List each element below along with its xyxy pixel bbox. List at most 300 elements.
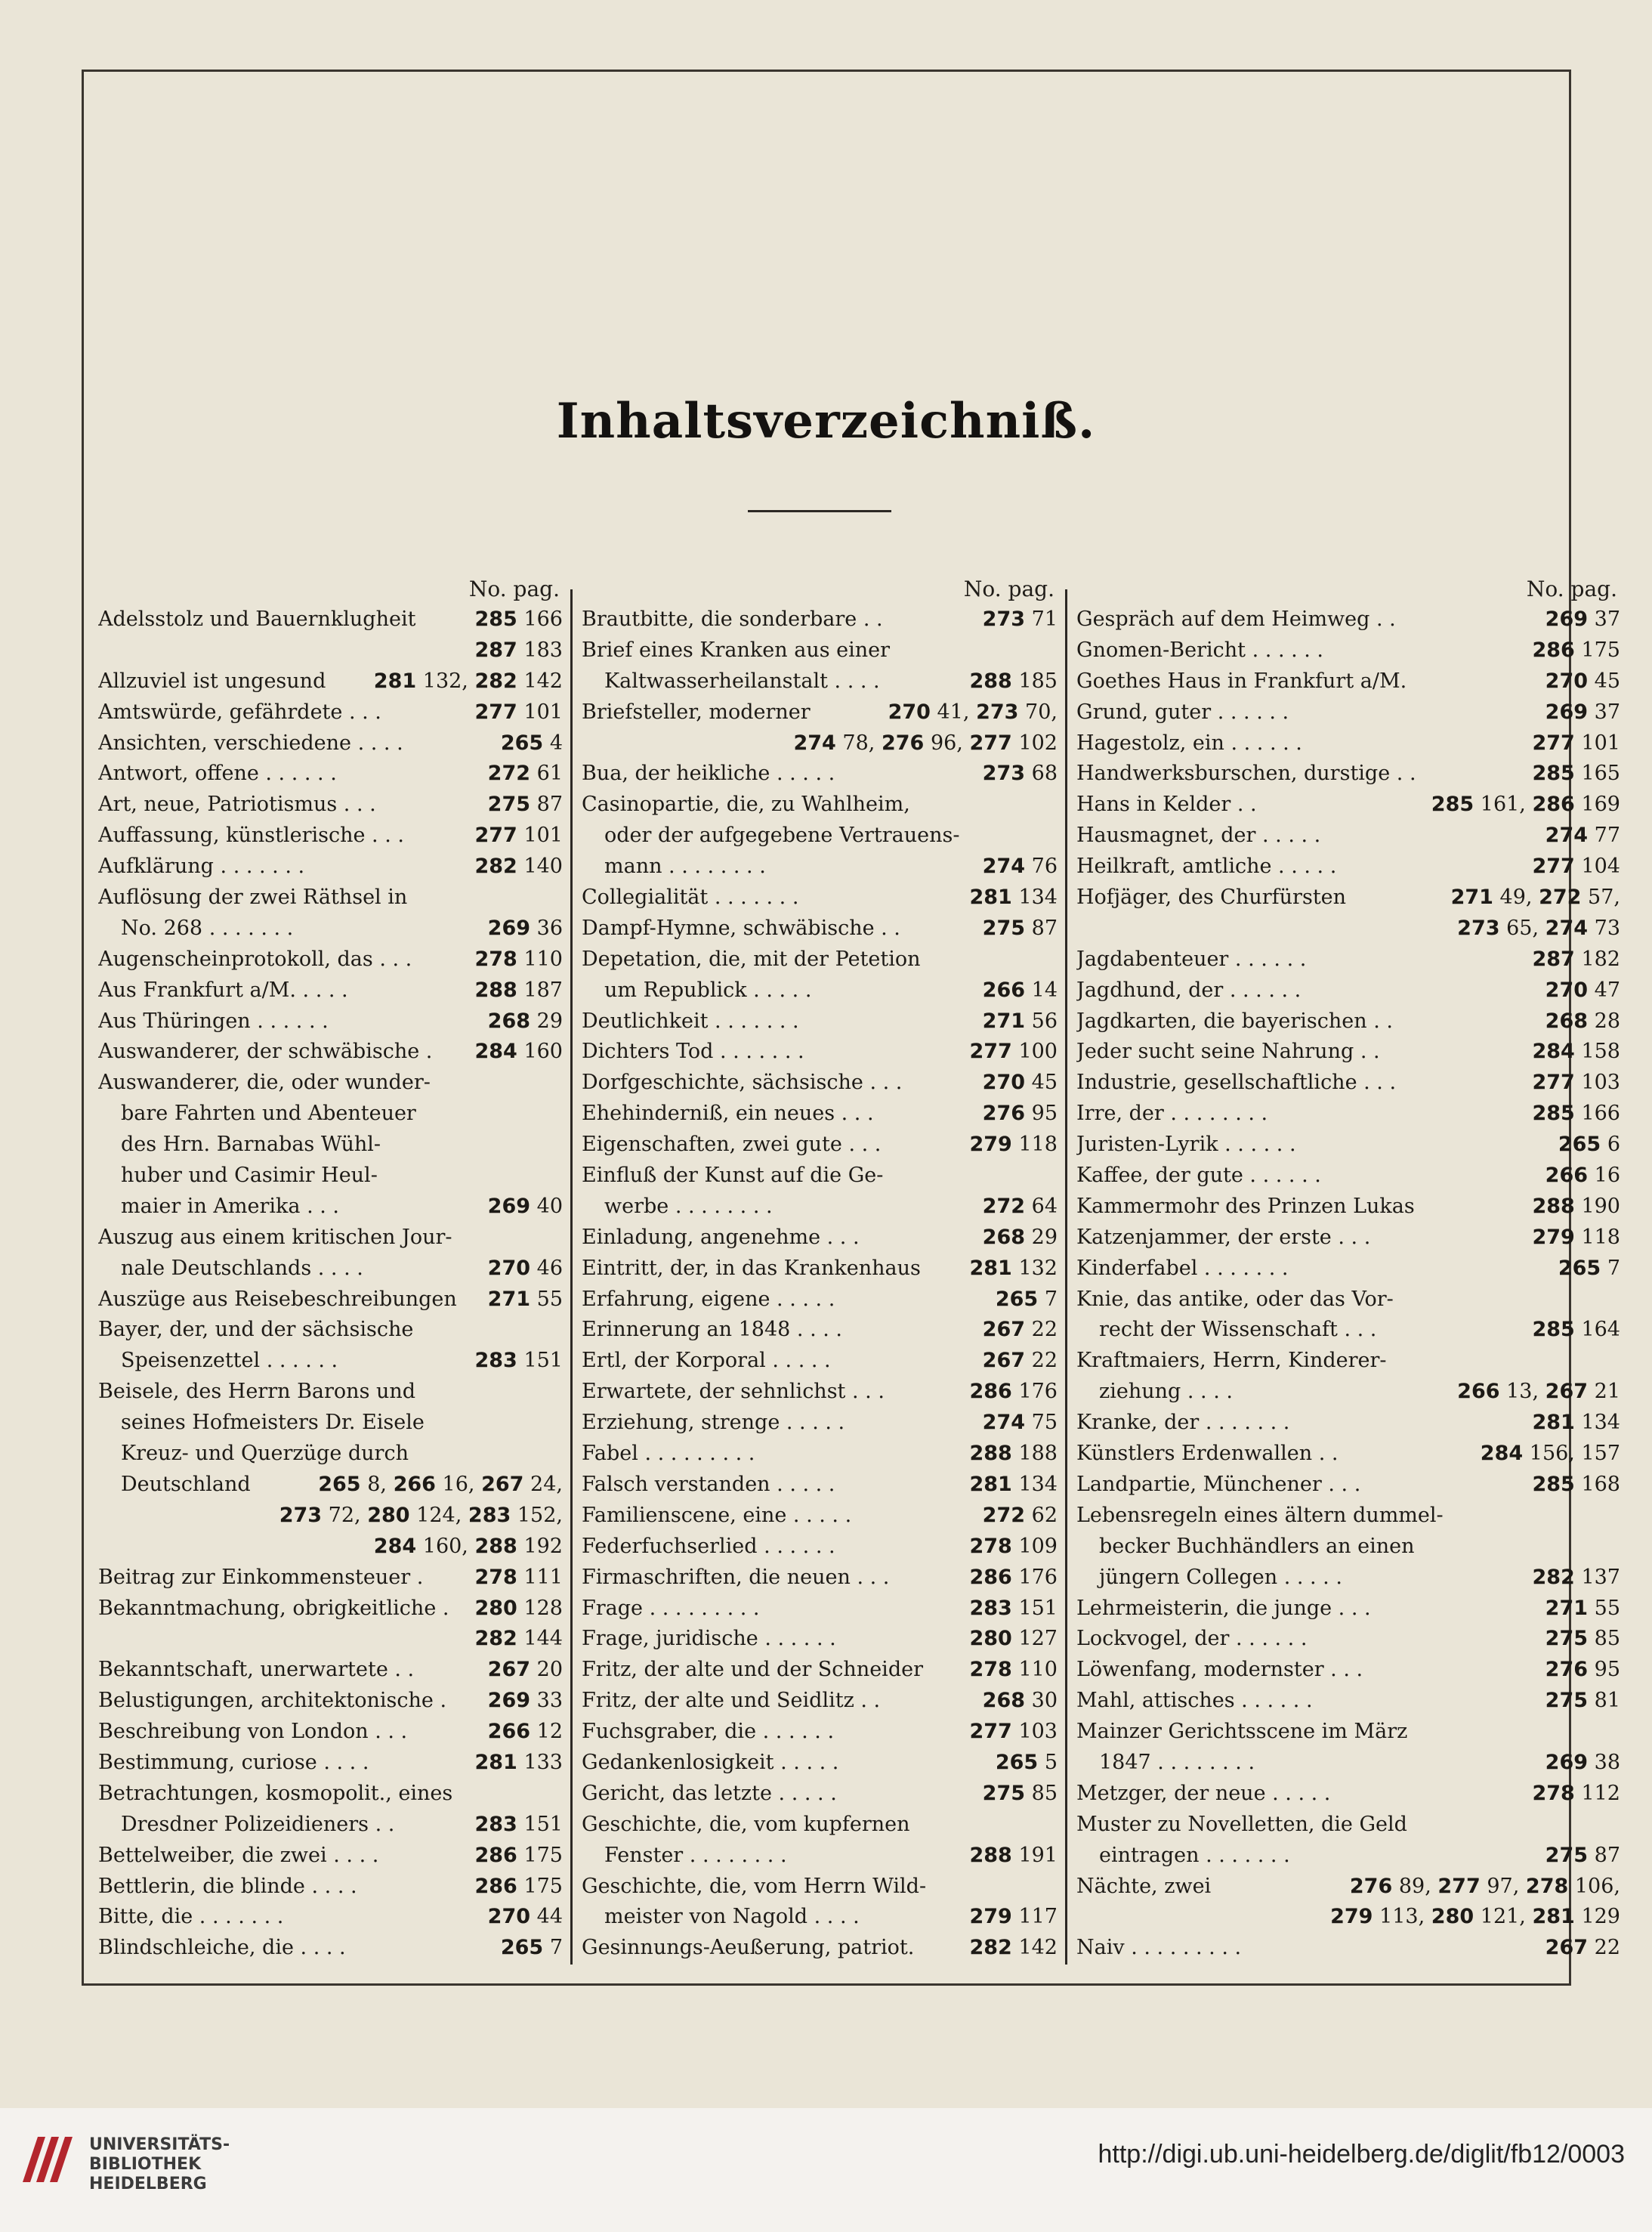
page-number: 175 <box>1581 638 1620 662</box>
entry-title: Belustigungen, architektonische . <box>98 1689 447 1713</box>
entry-title: Antwort, offene . . . . . . <box>98 762 337 786</box>
entry-references <box>978 914 1058 944</box>
column-header: No. pag. <box>963 577 1055 601</box>
entry-title: Aufklärung . . . . . . . <box>98 855 305 879</box>
issue-number: 268 <box>487 1009 531 1033</box>
index-entry <box>98 1099 563 1130</box>
entry-title: Künstlers Erdenwallen . . <box>1076 1442 1339 1466</box>
index-entry <box>582 1872 1058 1903</box>
page-number: 49, <box>1499 886 1533 910</box>
issue-number: 277 <box>969 1040 1012 1064</box>
entry-title: Hofjäger, des Churfürsten <box>1076 886 1347 910</box>
entry-title: Naiv . . . . . . . . . <box>1076 1936 1242 1960</box>
entry-references <box>1541 697 1620 728</box>
issue-number: 279 <box>969 1905 1012 1929</box>
index-entry <box>582 1933 1058 1964</box>
issue-number: 278 <box>474 947 517 971</box>
page-number: 144 <box>523 1627 563 1651</box>
issue-number: 272 <box>487 762 531 786</box>
entry-references <box>1541 1006 1620 1037</box>
entry-references <box>483 1655 563 1686</box>
entry-title: Kreuz- und Querzüge durch <box>121 1442 409 1466</box>
library-name-line: UNIVERSITÄTS- <box>89 2135 230 2154</box>
entry-references <box>275 1501 563 1532</box>
page-url-link[interactable]: http://digi.ub.uni-heidelberg.de/diglit/fb12/0003 <box>1098 2140 1625 2169</box>
index-entry <box>98 1717 563 1748</box>
issue-number: 271 <box>1545 1596 1589 1620</box>
index-entry <box>582 728 1058 759</box>
entry-references <box>978 1315 1058 1346</box>
page-number: 6 <box>1607 1133 1620 1157</box>
entry-references <box>1554 1130 1620 1161</box>
index-entry <box>1076 1006 1620 1037</box>
page-number: 21 <box>1594 1380 1620 1404</box>
issue-number: 275 <box>1545 1689 1589 1713</box>
entry-references <box>1527 635 1620 666</box>
entry-title: Fabel . . . . . . . . . <box>582 1442 755 1466</box>
index-entry <box>582 697 1058 728</box>
entry-title: Deutlichkeit . . . . . . . <box>582 1009 799 1033</box>
index-entry <box>1076 1902 1620 1933</box>
index-entry <box>98 914 563 944</box>
entry-references <box>1541 1841 1620 1872</box>
issue-number: 285 <box>1532 1472 1575 1496</box>
index-entry <box>1076 1439 1620 1470</box>
issue-number: 271 <box>982 1009 1026 1033</box>
index-entry <box>1076 759 1620 790</box>
page-number: 37 <box>1594 700 1620 724</box>
entry-title: Erinnerung an 1848 . . . . <box>582 1318 843 1342</box>
entry-references <box>978 1408 1058 1439</box>
page-number: 101 <box>523 824 563 848</box>
entry-title: Katzenjammer, der erste . . . <box>1076 1225 1371 1249</box>
entry-title: Kaltwasserheilanstalt . . . . <box>604 669 880 693</box>
page-number: 132 <box>1018 1256 1058 1280</box>
issue-number: 277 <box>969 1720 1012 1744</box>
page-number: 129 <box>1581 1905 1620 1929</box>
entry-title: meister von Nagold . . . . <box>604 1905 860 1929</box>
page-number: 5 <box>1044 1750 1058 1774</box>
entry-title: recht der Wissenschaft . . . <box>1099 1318 1377 1342</box>
entry-references <box>1453 914 1620 944</box>
page-number: 38 <box>1594 1750 1620 1774</box>
index-entry <box>1076 1717 1620 1748</box>
issue-number: 265 <box>500 731 544 755</box>
issue-number: 283 <box>474 1349 517 1373</box>
index-entry <box>582 1686 1058 1717</box>
index-entry <box>98 1439 563 1470</box>
issue-number: 268 <box>1545 1009 1589 1033</box>
entry-title: Kammermohr des Prinzen Lukas <box>1076 1194 1415 1218</box>
index-entry <box>1076 883 1620 914</box>
entry-references <box>470 1037 563 1068</box>
page-number: 134 <box>1018 886 1058 910</box>
entry-title: Beschreibung von London . . . <box>98 1720 408 1744</box>
entry-title: Auflösung der zwei Räthsel in <box>98 886 408 910</box>
issue-number: 276 <box>1349 1874 1393 1898</box>
page-number: 161, <box>1480 793 1526 817</box>
entry-references <box>978 1068 1058 1099</box>
entry-title: Blindschleiche, die . . . . <box>98 1936 346 1960</box>
index-entry <box>582 1346 1058 1377</box>
issue-number: 282 <box>969 1936 1012 1960</box>
page-number: 22 <box>1031 1349 1058 1373</box>
entry-references <box>369 666 563 697</box>
page-number: 151 <box>523 1349 563 1373</box>
page-number: 102 <box>1018 731 1058 755</box>
index-entry <box>1076 1779 1620 1810</box>
entry-title: Mahl, attisches . . . . . . <box>1076 1689 1313 1713</box>
index-entry <box>582 821 1058 852</box>
entry-title: Dresdner Polizeidieners . . <box>121 1812 395 1836</box>
page-number: 175 <box>523 1874 563 1898</box>
issue-number: 279 <box>969 1133 1012 1157</box>
index-entry <box>582 1006 1058 1037</box>
page-number: 95 <box>1594 1658 1620 1682</box>
entry-references <box>1527 1192 1620 1223</box>
entry-references <box>1345 1872 1620 1903</box>
page-number: 40 <box>536 1194 563 1218</box>
entry-references <box>470 1624 563 1655</box>
page-number: 41, <box>937 700 970 724</box>
page-number: 142 <box>1018 1936 1058 1960</box>
page-number: 142 <box>523 669 563 693</box>
entry-title: Einfluß der Kunst auf die Ge- <box>582 1164 884 1188</box>
page-number: 77 <box>1594 824 1620 848</box>
index-entry <box>1076 1377 1620 1408</box>
page-number: 185 <box>1018 669 1058 693</box>
index-entry <box>582 1284 1058 1315</box>
index-entry <box>1076 728 1620 759</box>
issue-number: 278 <box>1532 1781 1575 1805</box>
entry-title: Handwerksburschen, durstige . . <box>1076 762 1416 786</box>
issue-number: 270 <box>888 700 931 724</box>
column-separator <box>570 589 573 1965</box>
issue-number: 288 <box>1532 1194 1575 1218</box>
entry-references <box>1476 1439 1620 1470</box>
page-number: 158 <box>1581 1040 1620 1064</box>
entry-title: becker Buchhändlers an einen <box>1099 1534 1415 1558</box>
entry-references <box>470 1748 563 1779</box>
issue-number: 288 <box>969 669 1012 693</box>
entry-title: Geschichte, die, vom Herrn Wild- <box>582 1874 927 1898</box>
page-number: 45 <box>1594 669 1620 693</box>
page-number: 7 <box>549 1936 563 1960</box>
issue-number: 270 <box>487 1905 531 1929</box>
entry-title: jüngern Collegen . . . . . <box>1099 1565 1342 1589</box>
entry-title: huber und Casimir Heul- <box>121 1164 378 1188</box>
entry-references <box>1527 1223 1620 1254</box>
entry-references <box>470 1841 563 1872</box>
entry-references <box>470 697 563 728</box>
entry-title: seines Hofmeisters Dr. Eisele <box>121 1411 425 1435</box>
page-number: 133 <box>523 1750 563 1774</box>
entry-title: Briefsteller, moderner <box>582 700 811 724</box>
issue-number: 265 <box>1558 1133 1601 1157</box>
entry-title: Nächte, zwei <box>1076 1874 1212 1898</box>
entry-references <box>1527 1068 1620 1099</box>
page-number: 103 <box>1018 1720 1058 1744</box>
entry-references <box>470 1872 563 1903</box>
page-number: 168 <box>1581 1472 1620 1496</box>
index-entry <box>98 1532 563 1563</box>
issue-number: 280 <box>1431 1905 1474 1929</box>
entry-title: Depetation, die, mit der Petetion <box>582 947 921 971</box>
entry-title: Hausmagnet, der . . . . . <box>1076 824 1321 848</box>
entry-title: Dampf-Hymne, schwäbische . . <box>582 916 900 940</box>
page-number: 68 <box>1031 762 1058 786</box>
entry-references <box>978 604 1058 635</box>
issue-number: 270 <box>1545 669 1589 693</box>
index-entry <box>582 852 1058 883</box>
issue-number: 270 <box>487 1256 531 1280</box>
page-number: 132, <box>422 669 468 693</box>
entry-title: Erwartete, der sehnlichst . . . <box>582 1380 885 1404</box>
entry-references <box>1427 790 1620 821</box>
index-entry <box>98 1902 563 1933</box>
entry-references <box>991 1748 1058 1779</box>
index-entry <box>98 635 563 666</box>
entry-title: Bekanntschaft, unerwartete . . <box>98 1658 415 1682</box>
index-entry <box>582 1810 1058 1841</box>
entry-references <box>1527 1470 1620 1501</box>
entry-references <box>1541 1686 1620 1717</box>
issue-number: 266 <box>982 978 1026 1002</box>
entry-references <box>978 1223 1058 1254</box>
index-entry <box>1076 944 1620 975</box>
page-number: 187 <box>523 978 563 1002</box>
index-entry <box>582 975 1058 1006</box>
issue-number: 265 <box>1558 1256 1601 1280</box>
page-number: 22 <box>1031 1318 1058 1342</box>
index-entry <box>98 1254 563 1284</box>
entry-references <box>470 1810 563 1841</box>
entry-references <box>1326 1902 1620 1933</box>
index-entry <box>1076 1346 1620 1377</box>
index-entry <box>1076 1254 1620 1284</box>
index-entry <box>1076 604 1620 635</box>
index-entry <box>582 1408 1058 1439</box>
entry-title: Lockvogel, der . . . . . . <box>1076 1627 1308 1651</box>
library-name <box>89 2135 230 2194</box>
index-entry <box>1076 1470 1620 1501</box>
page-number: 112 <box>1581 1781 1620 1805</box>
entry-references <box>978 852 1058 883</box>
issue-number: 282 <box>474 1627 517 1651</box>
issue-number: 280 <box>367 1503 410 1527</box>
issue-number: 288 <box>474 1534 517 1558</box>
entry-references <box>965 666 1058 697</box>
issue-number: 273 <box>982 607 1026 631</box>
index-entry <box>582 635 1058 666</box>
entry-title: Fenster . . . . . . . . <box>604 1843 787 1867</box>
index-entry <box>1076 1315 1620 1346</box>
page-number: 36 <box>536 916 563 940</box>
entry-title: Hans in Kelder . . <box>1076 793 1257 817</box>
index-entry <box>582 1624 1058 1655</box>
entry-references <box>978 759 1058 790</box>
page-number: 128 <box>523 1596 563 1620</box>
issue-number: 267 <box>481 1472 524 1496</box>
page-number: 33 <box>536 1689 563 1713</box>
issue-number: 266 <box>1457 1380 1500 1404</box>
entry-title: Frage . . . . . . . . . <box>582 1596 760 1620</box>
index-entry <box>582 790 1058 821</box>
index-entry <box>1076 914 1620 944</box>
entry-title: Auszüge aus Reisebeschreibungen <box>98 1287 457 1311</box>
index-entry <box>1076 1408 1620 1439</box>
entry-title: Juristen-Lyrik . . . . . . <box>1076 1133 1296 1157</box>
issue-number: 281 <box>969 886 1012 910</box>
issue-number: 275 <box>982 916 1026 940</box>
issue-number: 269 <box>487 916 531 940</box>
issue-number: 274 <box>982 1411 1026 1435</box>
issue-number: 269 <box>1545 1750 1589 1774</box>
issue-number: 267 <box>487 1658 531 1682</box>
index-column-3 <box>1076 574 1620 1965</box>
entry-title: Aus Frankfurt a/M. . . . . <box>98 978 348 1002</box>
entry-references <box>1541 821 1620 852</box>
issue-number: 274 <box>982 855 1026 879</box>
entry-references <box>470 604 563 635</box>
entry-references <box>965 1655 1058 1686</box>
entry-title: Ehehinderniß, ein neues . . . <box>582 1102 874 1126</box>
page-number: 101 <box>1581 731 1620 755</box>
column-header: No. pag. <box>1526 577 1617 601</box>
university-library-logo-icon[interactable] <box>20 2129 80 2190</box>
entry-references <box>965 1470 1058 1501</box>
entry-title: Allzuviel ist ungesund <box>98 669 326 693</box>
index-entry <box>98 1841 563 1872</box>
entry-references <box>483 1006 563 1037</box>
issue-number: 277 <box>1532 731 1575 755</box>
issue-number: 282 <box>474 669 517 693</box>
index-entry <box>1076 1161 1620 1192</box>
issue-number: 286 <box>969 1565 1012 1589</box>
issue-number: 284 <box>373 1534 417 1558</box>
entry-references <box>978 1346 1058 1377</box>
page-number: 7 <box>1044 1287 1058 1311</box>
entry-references <box>1527 1315 1620 1346</box>
entry-title: 1847 . . . . . . . . <box>1099 1750 1255 1774</box>
page-number: 101 <box>523 700 563 724</box>
entry-title: Goethes Haus in Frankfurt a/M. <box>1076 669 1407 693</box>
index-entry <box>582 1594 1058 1625</box>
entry-title: Bitte, die . . . . . . . <box>98 1905 284 1929</box>
issue-number: 282 <box>474 855 517 879</box>
entry-references <box>965 1933 1058 1964</box>
issue-number: 273 <box>1457 916 1500 940</box>
entry-title: um Republick . . . . . <box>604 978 812 1002</box>
index-entry <box>1076 1624 1620 1655</box>
index-entry <box>98 759 563 790</box>
column-header: No. pag. <box>468 577 560 601</box>
issue-number: 281 <box>969 1472 1012 1496</box>
page-number: 166 <box>1581 1102 1620 1126</box>
entry-references <box>965 1130 1058 1161</box>
page-number: 85 <box>1594 1627 1620 1651</box>
entry-references <box>965 1563 1058 1594</box>
page-number: 113, <box>1379 1905 1425 1929</box>
page-number: 106, <box>1574 1874 1620 1898</box>
entry-title: Kaffee, der gute . . . . . . <box>1076 1164 1321 1188</box>
index-entry <box>1076 1748 1620 1779</box>
index-entry <box>98 1594 563 1625</box>
entry-title: Brautbitte, die sonderbare . . <box>582 607 883 631</box>
entry-title: Collegialität . . . . . . . <box>582 886 799 910</box>
issue-number: 281 <box>1532 1905 1575 1929</box>
entry-title: Metzger, der neue . . . . . <box>1076 1781 1331 1805</box>
entry-title: Lebensregeln eines ältern dummel- <box>1076 1503 1444 1527</box>
page-number: 183 <box>523 638 563 662</box>
page-number: 151 <box>523 1812 563 1836</box>
entry-title: Federfuchserlied . . . . . . <box>582 1534 835 1558</box>
index-entry <box>98 1933 563 1964</box>
entry-title: Löwenfang, modernster . . . <box>1076 1658 1363 1682</box>
entry-references <box>1527 1099 1620 1130</box>
issue-number: 278 <box>969 1534 1012 1558</box>
index-entry <box>582 1130 1058 1161</box>
page-number: 176 <box>1018 1565 1058 1589</box>
entry-title: Bettelweiber, die zwei . . . . <box>98 1843 379 1867</box>
issue-number: 282 <box>1532 1565 1575 1589</box>
entry-title: Adelsstolz und Bauernklugheit <box>98 607 416 631</box>
entry-references <box>470 821 563 852</box>
page-number: 110 <box>523 947 563 971</box>
page-number: 57, <box>1588 886 1620 910</box>
issue-number: 266 <box>393 1472 436 1496</box>
page-number: 164 <box>1581 1318 1620 1342</box>
issue-number: 278 <box>1525 1874 1569 1898</box>
page-number: 100 <box>1018 1040 1058 1064</box>
page-number: 188 <box>1018 1442 1058 1466</box>
page-number: 152, <box>517 1503 563 1527</box>
issue-number: 287 <box>1532 947 1575 971</box>
index-entry <box>1076 1594 1620 1625</box>
entry-references <box>1527 759 1620 790</box>
entry-title: Irre, der . . . . . . . . <box>1076 1102 1268 1126</box>
page-number: 96, <box>930 731 963 755</box>
page-number: 111 <box>523 1565 563 1589</box>
entry-references <box>483 1902 563 1933</box>
issue-number: 267 <box>982 1349 1026 1373</box>
index-entry <box>582 1902 1058 1933</box>
page-number: 24, <box>530 1472 563 1496</box>
entry-references <box>496 1933 563 1964</box>
entry-references <box>483 1254 563 1284</box>
index-entry <box>582 1161 1058 1192</box>
page-number: 109 <box>1018 1534 1058 1558</box>
issue-number: 272 <box>982 1194 1026 1218</box>
entry-title: Erfahrung, eigene . . . . . <box>582 1287 835 1311</box>
issue-number: 280 <box>969 1627 1012 1651</box>
issue-number: 288 <box>969 1843 1012 1867</box>
index-entry <box>98 1563 563 1594</box>
entry-title: Firmaschriften, die neuen . . . <box>582 1565 890 1589</box>
index-entry <box>98 1192 563 1223</box>
entry-references <box>1541 1624 1620 1655</box>
index-entry <box>98 1779 563 1810</box>
index-entry <box>1076 1037 1620 1068</box>
entry-references <box>1527 1563 1620 1594</box>
issue-number: 268 <box>982 1689 1026 1713</box>
index-entry <box>582 1779 1058 1810</box>
issue-number: 266 <box>1545 1164 1589 1188</box>
entry-references <box>1453 1377 1620 1408</box>
page-number: 8, <box>367 1472 387 1496</box>
entry-references <box>1541 1655 1620 1686</box>
entry-title: Eigenschaften, zwei gute . . . <box>582 1133 882 1157</box>
